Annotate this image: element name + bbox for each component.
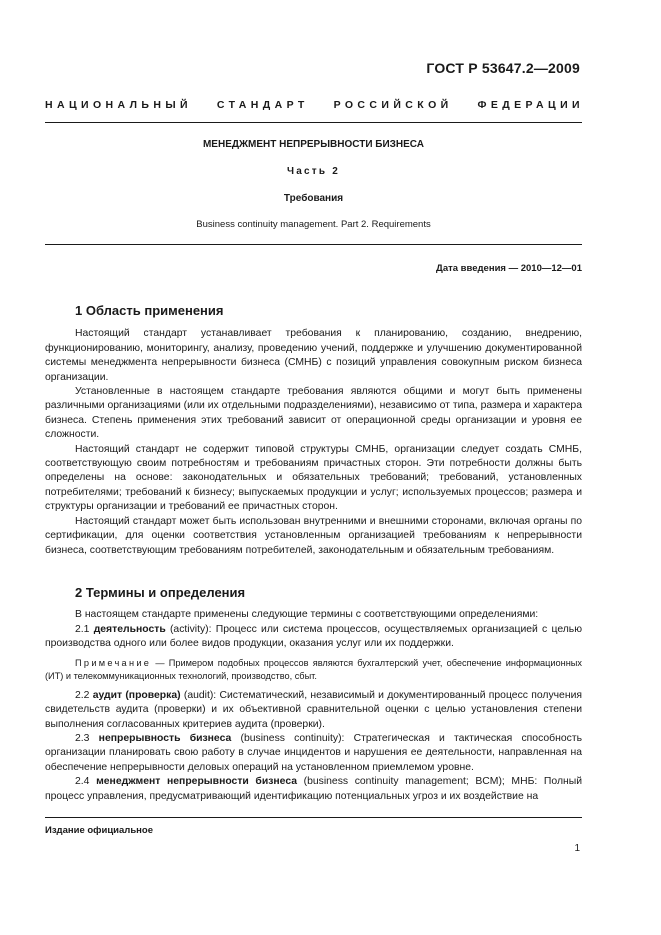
section-1-paragraph: Настоящий стандарт не содержит типовой структуры СМНБ, организации следует создать СМНБ, соответствующую своим потребностям и требованиям причастных сторон. Эти потребности должны быть определены на основе: законодательных и обязательных требований; требований, установленных потребителями; требований к бизнесу; выпускаемых продукции и услуг; используемых процессов; размера и структуры организации и требований ее причастных сторон. — [45, 443, 582, 513]
term-definition — [45, 775, 582, 804]
official-edition-label: Издание официальное — [45, 825, 153, 836]
document-title: МЕНЕДЖМЕНТ НЕПРЕРЫВНОСТИ БИЗНЕСА — [202, 139, 425, 150]
introduction-date: Дата введения — 2010—12—01 — [436, 263, 582, 274]
term-english: (activity): — [169, 623, 212, 635]
section-1-paragraph: Настоящий стандарт может быть использован внутренними и внешними сторонами, включая органы по сертификации, для оценки соответствия установленным организацией требованиям к непрерывности бизнеса, соответствующим требованиям потребителей, законодательным и обязательным требованиям. — [45, 515, 582, 556]
term-definition — [45, 732, 582, 775]
term-english: (audit): — [183, 689, 217, 701]
part-label: Часть 2 — [287, 166, 340, 177]
term-number: 2.3 — [75, 733, 90, 745]
top-rule — [45, 122, 582, 123]
section-1-heading: 1 Область применения — [75, 303, 224, 318]
section-scope — [45, 304, 582, 558]
note-text: — Примером подобных процессов являются бухгалтерский учет, обеспечение информационных (ИТ) и телекоммуникационных технологий, производство, сбыт. — [45, 657, 582, 682]
section-1-paragraph: Настоящий стандарт устанавливает требования к планированию, созданию, внедрению, функционированию, мониторингу, анализу, проведению учений, поддержке и улучшению документированной системы менеджмента непрерывности бизнеса (СМНБ) с позиций управления совокупным риском бизнеса организации. — [45, 328, 582, 383]
term-text: Полный процесс управления, предусматривающий идентификацию потенциальных угроз и их воздействие на — [45, 776, 583, 802]
term-name: аудит (проверка) — [92, 689, 181, 701]
term-number: 2.4 — [75, 776, 90, 788]
section-2-heading: 2 Термины и определения — [75, 585, 246, 600]
national-standard-banner: НАЦИОНАЛЬНЫЙ СТАНДАРТ РОССИЙСКОЙ ФЕДЕРАЦИИ — [45, 99, 584, 111]
english-title: Business continuity management. Part 2. Requirements — [196, 219, 431, 230]
term-text: Процесс или система процессов, осуществляемых организацией с целью производства одного или более видов продукции, оказания услуг или их поддержки. — [45, 623, 583, 650]
term-definition — [45, 623, 582, 652]
term-name: непрерывность бизнеса — [98, 733, 232, 745]
term-english: (business continuity management; BCM); МНБ: — [303, 776, 538, 788]
term-english: (business continuity): — [240, 733, 345, 745]
note — [45, 657, 582, 684]
term-number: 2.1 — [75, 623, 90, 635]
section-1-paragraph: Установленные в настоящем стандарте требования являются общими и могут быть применены различными организациями (или их отдельными подразделениями), независимо от типа, размера и характера бизнеса. Степень применения этих требований зависит от операционной среды организации и уровня ее сложности. — [45, 386, 582, 441]
note-label: Примечание — [75, 657, 152, 668]
requirements-label: Требования — [283, 193, 344, 204]
section-2-intro: В настоящем стандарте применены следующие термины с соответствующими определениями: — [75, 609, 539, 621]
bottom-rule — [45, 817, 582, 818]
term-name: деятельность — [93, 623, 166, 635]
page-number: 1 — [574, 843, 580, 854]
standard-number: ГОСТ Р 53647.2—2009 — [426, 60, 580, 76]
term-text: Систематический, независимый и документированный процесс получения свидетельств аудита (проверки) и их объективной сравнительной оценки с целью установления степени выполнения согласованных критериев аудита (проверки). — [45, 689, 583, 730]
term-definition — [45, 689, 582, 732]
term-text: Стратегическая и тактическая способность организации планировать свою работу в случае инцидентов и нарушения ее деятельности, направленная на обеспечение непрерывности деловых операций на установленном приемлемом уровне. — [45, 733, 582, 773]
term-number: 2.2 — [75, 689, 90, 701]
middle-rule — [45, 244, 582, 245]
section-terms — [45, 586, 582, 804]
term-name: менеджмент непрерывности бизнеса — [96, 776, 297, 788]
